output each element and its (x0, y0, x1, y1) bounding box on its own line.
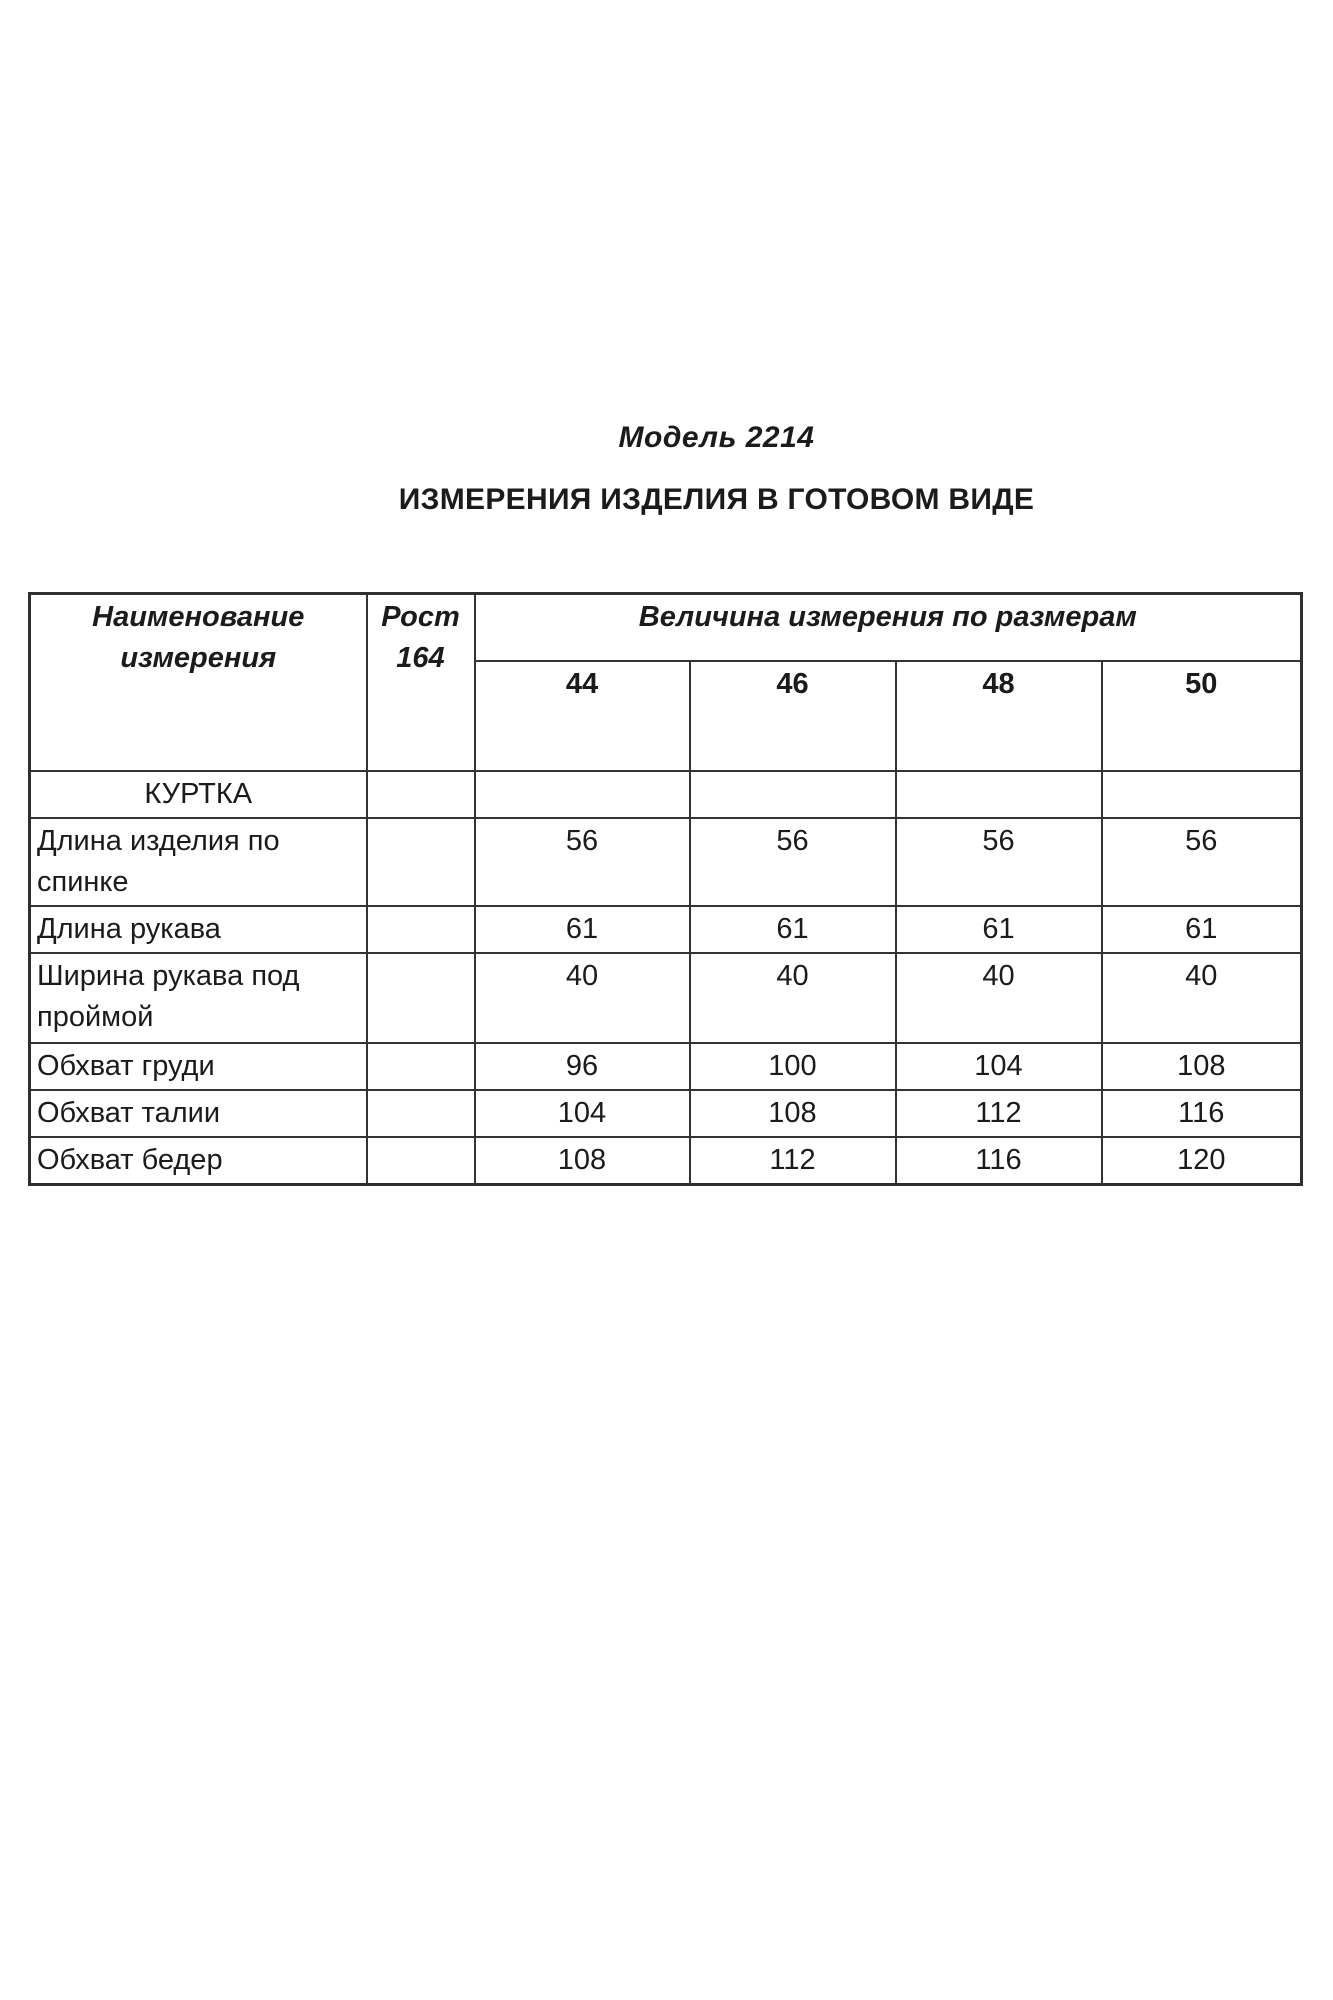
model-title: Модель 2214 (618, 421, 815, 454)
value-cell: 61 (690, 906, 896, 953)
value-cell: 104 (475, 1090, 690, 1137)
rost-cell (367, 818, 475, 906)
value-cell: 112 (690, 1137, 896, 1185)
size-header-50: 50 (1102, 661, 1302, 771)
value-cell: 120 (1102, 1137, 1302, 1185)
value-cell: 112 (896, 1090, 1102, 1137)
measurements-title: ИЗМЕРЕНИЯ ИЗДЕЛИЯ В ГОТОВОМ ВИДЕ (398, 483, 1035, 516)
section-label: КУРТКА (30, 771, 367, 818)
rost-cell (367, 906, 475, 953)
row-label: Обхват бедер (30, 1137, 367, 1185)
table-row (30, 953, 1302, 1043)
measurements-table (28, 592, 1303, 1186)
size-header-48: 48 (896, 661, 1102, 771)
table-row (30, 818, 1302, 906)
empty-cell (475, 771, 690, 818)
value-cell: 40 (690, 953, 896, 1043)
value-cell: 56 (1102, 818, 1302, 906)
table-row (30, 1043, 1302, 1090)
value-cell: 61 (1102, 906, 1302, 953)
rost-cell (367, 771, 475, 818)
value-cell: 61 (896, 906, 1102, 953)
value-cell: 56 (475, 818, 690, 906)
value-cell: 40 (896, 953, 1102, 1043)
value-cell: 61 (475, 906, 690, 953)
size-header-44: 44 (475, 661, 690, 771)
value-cell: 108 (690, 1090, 896, 1137)
row-label: Длина рукава (30, 906, 367, 953)
size-header-46: 46 (690, 661, 896, 771)
value-cell: 40 (475, 953, 690, 1043)
value-cell: 56 (896, 818, 1102, 906)
rost-cell (367, 1137, 475, 1185)
column-header-sizes-group: Величина измерения по размерам (475, 594, 1302, 661)
rost-cell (367, 1090, 475, 1137)
row-label: Обхват талии (30, 1090, 367, 1137)
section-row (30, 771, 1302, 818)
value-cell: 56 (690, 818, 896, 906)
row-label: Ширина рукава под проймой (30, 953, 367, 1043)
value-cell: 40 (1102, 953, 1302, 1043)
value-cell: 96 (475, 1043, 690, 1090)
row-label: Обхват груди (30, 1043, 367, 1090)
value-cell: 100 (690, 1043, 896, 1090)
table-row (30, 906, 1302, 953)
title-block (133, 421, 1300, 517)
header-row-group (30, 594, 1302, 661)
rost-label: Рост (381, 601, 460, 633)
table-row (30, 1090, 1302, 1137)
empty-cell (1102, 771, 1302, 818)
value-cell: 104 (896, 1043, 1102, 1090)
value-cell: 116 (896, 1137, 1102, 1185)
rost-cell (367, 953, 475, 1043)
column-header-rost (367, 594, 475, 771)
rost-value: 164 (396, 642, 445, 674)
value-cell: 116 (1102, 1090, 1302, 1137)
empty-cell (690, 771, 896, 818)
column-header-name: Наименование измерения (30, 594, 367, 771)
rost-cell (367, 1043, 475, 1090)
value-cell: 108 (1102, 1043, 1302, 1090)
table-row (30, 1137, 1302, 1185)
value-cell: 108 (475, 1137, 690, 1185)
row-label: Длина изделия по спинке (30, 818, 367, 906)
empty-cell (896, 771, 1102, 818)
